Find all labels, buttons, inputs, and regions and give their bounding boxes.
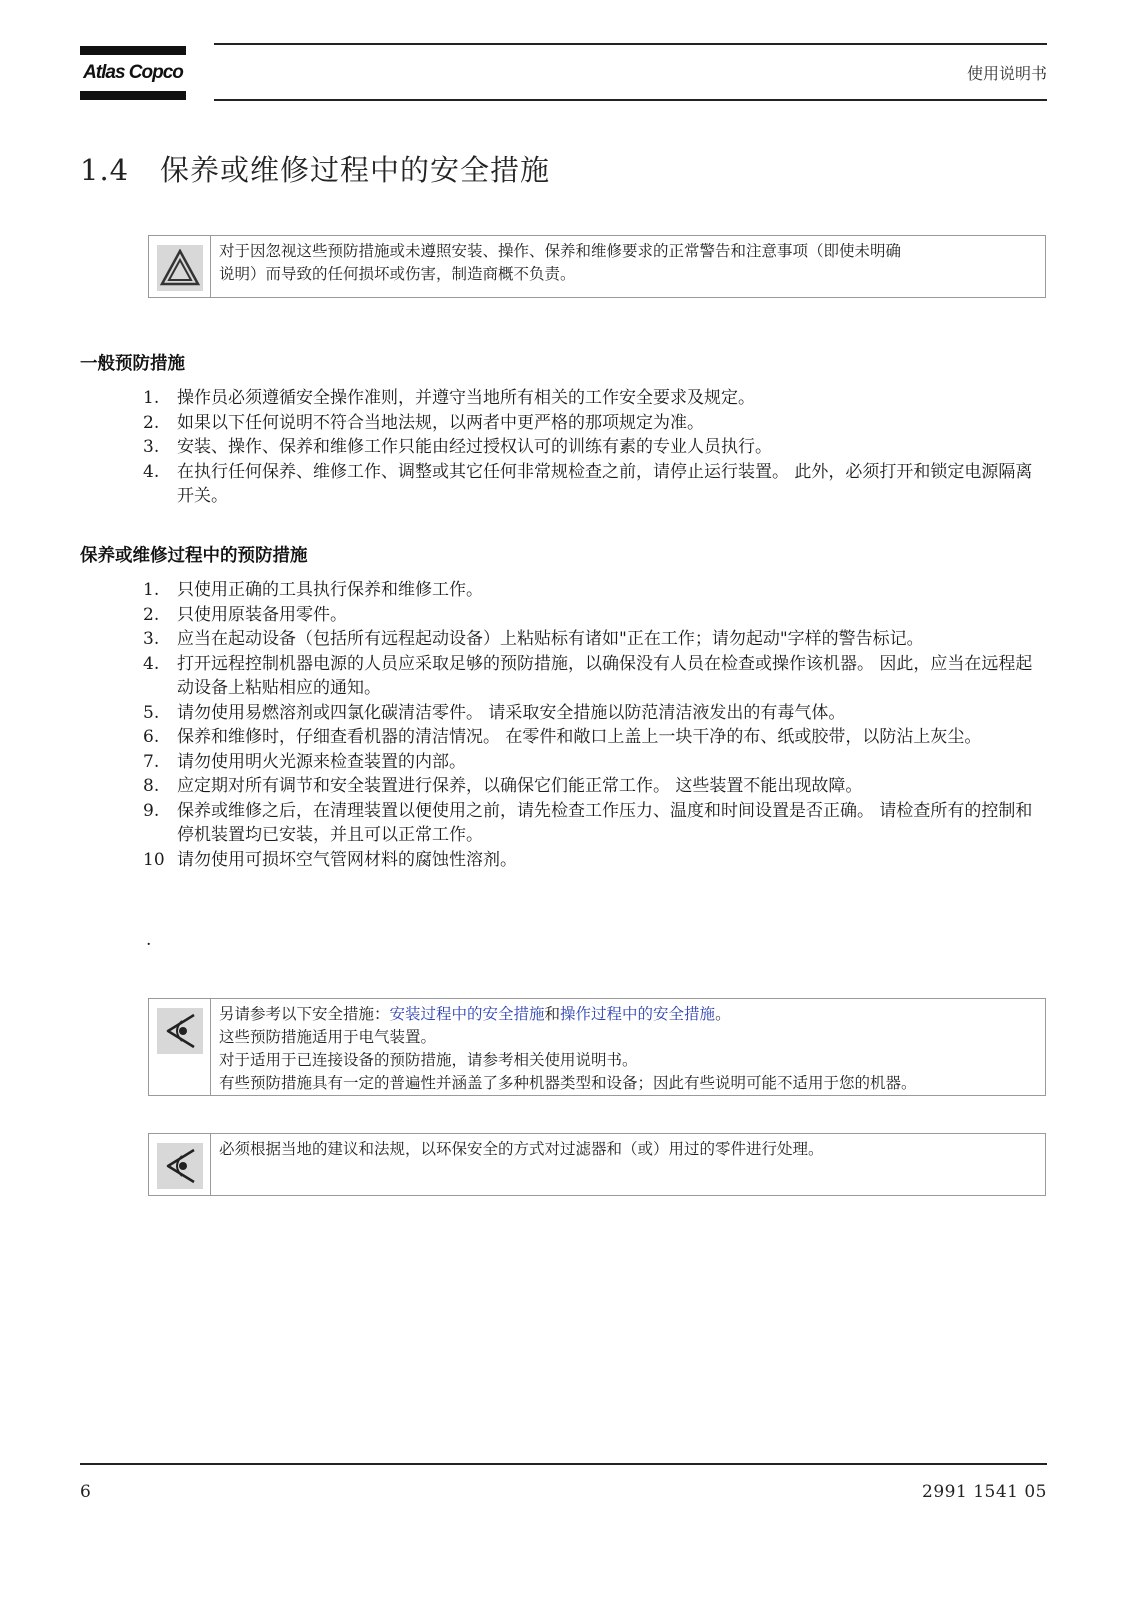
reference-note-line: 对于适用于已连接设备的预防措施，请参考相关使用说明书。 [219, 1051, 638, 1069]
item-text: 请勿使用可损坏空气管网材料的腐蚀性溶剂。 [177, 849, 517, 870]
eye-icon [157, 1008, 203, 1054]
reference-note-first-line [219, 1003, 917, 1026]
list-item [143, 603, 1043, 628]
item-text: 打开远程控制机器电源的人员应采取足够的预防措施，以确保没有人员在检查或操作该机器。 因此，应当在远程起动设备上粘贴相应的通知。 [177, 653, 1033, 698]
item-number: 1. [143, 388, 160, 408]
document-number: 2991 1541 05 [922, 1482, 1047, 1502]
reference-note-text [211, 999, 923, 1095]
item-text: 在执行任何保养、维修工作、调整或其它任何非常规检查之前，请停止运行装置。 此外，必须打开和锁定电源隔离开关。 [177, 461, 1033, 506]
reference-prefix: 另请参考以下安全措施： [219, 1005, 390, 1023]
item-number: 1. [143, 580, 160, 600]
section-title-text: 保养或维修过程中的安全措施 [160, 153, 551, 187]
reference-joiner: 和 [544, 1005, 561, 1023]
disposal-note-text [211, 1134, 830, 1195]
item-number: 10 [143, 849, 165, 870]
logo-bar-bottom [80, 91, 186, 100]
general-precautions-list [143, 386, 1043, 509]
reference-note-line: 这些预防措施适用于电气装置。 [219, 1028, 437, 1046]
document-type: 使用说明书 [966, 64, 1047, 83]
warning-note [148, 235, 1046, 298]
reference-note-icon-cell [149, 999, 211, 1095]
item-number: 3. [143, 437, 160, 457]
trailing-dot: . [146, 930, 152, 950]
item-text: 安装、操作、保养和维修工作只能由经过授权认可的训练有素的专业人员执行。 [177, 437, 772, 457]
list-item [143, 652, 1043, 701]
list-item [143, 411, 1043, 436]
reference-suffix: 。 [715, 1005, 731, 1023]
list-item [143, 578, 1043, 603]
header-rule-top [214, 43, 1047, 45]
warning-triangle-icon [157, 245, 203, 291]
list-item [143, 848, 1043, 873]
item-number: 4. [143, 653, 160, 674]
list-item [143, 725, 1043, 750]
eye-icon [157, 1143, 203, 1189]
item-number: 5. [143, 702, 160, 723]
item-text: 请勿使用明火光源来检查装置的内部。 [177, 751, 466, 772]
disposal-note-icon-cell [149, 1134, 211, 1195]
item-number: 9. [143, 800, 160, 821]
header-rule-bottom [214, 99, 1047, 101]
list-item [143, 386, 1043, 411]
warning-note-line: 对于因忽视这些预防措施或未遵照安装、操作、保养和维修要求的正常警告和注意事项（即使未明确 [219, 242, 902, 260]
disposal-note-line: 必须根据当地的建议和法规，以环保安全的方式对过滤器和（或）用过的零件进行处理。 [219, 1140, 824, 1158]
section-title [80, 148, 550, 189]
section-number: 1.4 [80, 153, 130, 187]
item-text: 操作员必须遵循安全操作准则，并遵守当地所有相关的工作安全要求及规定。 [177, 388, 755, 408]
list-item [143, 627, 1043, 652]
item-number: 4. [143, 461, 160, 482]
warning-note-text [211, 236, 907, 297]
list-item [143, 701, 1043, 726]
disposal-note [148, 1133, 1046, 1196]
item-text: 保养和维修时，仔细查看机器的清洁情况。 在零件和敞口上盖上一块干净的布、纸或胶带，以防沾上灰尘。 [177, 727, 982, 747]
logo-wordmark: Atlas Copco [83, 62, 183, 83]
list-item [143, 799, 1043, 848]
item-number: 2. [143, 412, 160, 433]
item-text: 只使用原装备用零件。 [177, 604, 347, 625]
footer-rule [80, 1463, 1047, 1465]
reference-note [148, 998, 1046, 1096]
list-item [143, 435, 1043, 460]
item-text: 请勿使用易燃溶剂或四氯化碳清洁零件。 请采取安全措施以防范清洁液发出的有毒气体。 [177, 702, 846, 723]
warning-note-icon-cell [149, 236, 211, 297]
logo-bar-top [80, 46, 186, 55]
list-item [143, 750, 1043, 775]
item-text: 如果以下任何说明不符合当地法规，以两者中更严格的那项规定为准。 [177, 412, 704, 433]
item-number: 3. [143, 629, 160, 649]
atlas-copco-logo [80, 46, 186, 100]
reference-note-line: 有些预防措施具有一定的普遍性并涵盖了多种机器类型和设备；因此有些说明可能不适用于您的机器。 [219, 1074, 917, 1092]
warning-note-line: 说明）而导致的任何损坏或伤害，制造商概不负责。 [219, 265, 576, 283]
list-item [143, 774, 1043, 799]
item-number: 6. [143, 727, 160, 747]
installation-safety-link[interactable]: 安装过程中的安全措施 [389, 1005, 545, 1023]
general-precautions-heading: 一般预防措施 [80, 354, 185, 374]
operation-safety-link[interactable]: 操作过程中的安全措施 [560, 1005, 716, 1023]
item-text: 只使用正确的工具执行保养和维修工作。 [177, 580, 483, 600]
list-item [143, 460, 1043, 509]
item-number: 7. [143, 751, 160, 772]
item-text: 应定期对所有调节和安全装置进行保养，以确保它们能正常工作。 这些装置不能出现故障。 [177, 776, 863, 796]
page-number: 6 [80, 1482, 91, 1502]
item-text: 应当在起动设备（包括所有远程起动设备）上粘贴标有诸如"正在工作；请勿起动"字样的警告标记。 [177, 629, 924, 649]
item-number: 8. [143, 776, 160, 796]
maintenance-precautions-heading: 保养或维修过程中的预防措施 [80, 546, 308, 566]
item-text: 保养或维修之后，在清理装置以便使用之前，请先检查工作压力、温度和时间设置是否正确。 请检查所有的控制和停机装置均已安装，并且可以正常工作。 [177, 800, 1033, 845]
item-number: 2. [143, 604, 160, 625]
maintenance-precautions-list [143, 578, 1043, 872]
